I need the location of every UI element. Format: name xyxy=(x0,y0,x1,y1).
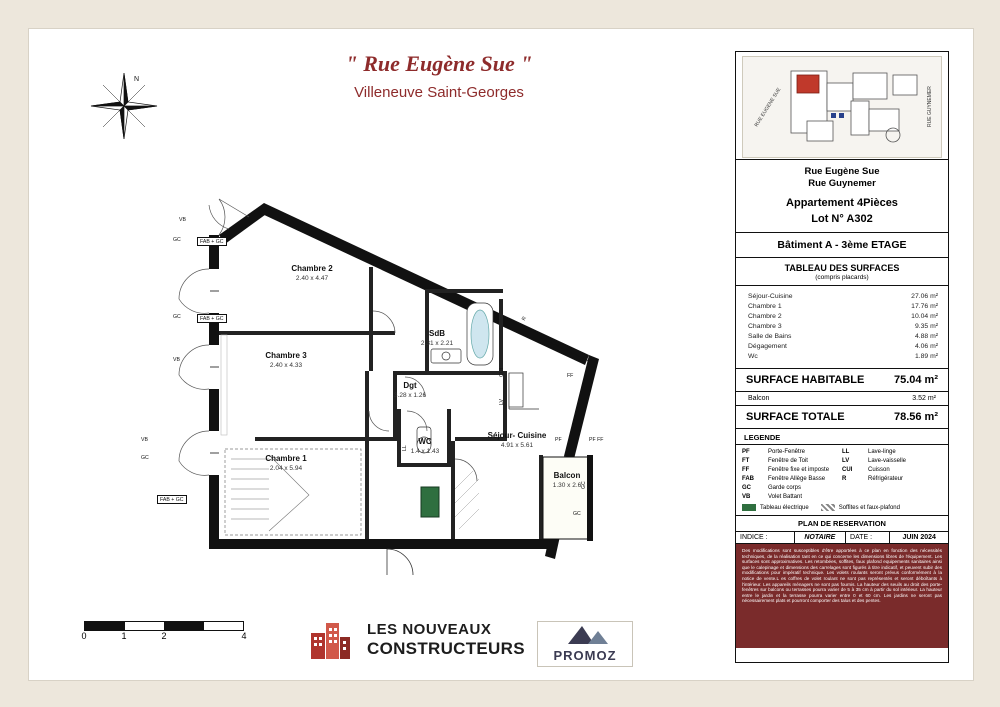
page-subtitle: Villeneuve Saint-Georges xyxy=(354,84,524,101)
room-label-sejour-cuisine xyxy=(467,431,567,450)
logo-lnc-line2: CONSTRUCTEURS xyxy=(367,639,525,658)
room-label-chambre-1 xyxy=(241,454,331,473)
building-floor: Bâtiment A - 3ème ETAGE xyxy=(736,233,948,258)
page-title: " Rue Eugène Sue " xyxy=(345,51,533,76)
legend-abbr: VB xyxy=(742,494,751,500)
room-dims: 3.28 x 1.26 xyxy=(393,392,427,399)
legend-extra-row xyxy=(736,502,948,511)
annotation-lv: LV xyxy=(499,399,505,405)
list-item xyxy=(742,466,842,475)
legend-text: Fenêtre Allège Basse xyxy=(768,476,826,482)
key-plan-thumbnail xyxy=(742,56,942,158)
scale-tick: 2 xyxy=(161,631,167,641)
room-name: WC xyxy=(418,437,432,446)
table-row xyxy=(748,352,938,362)
room-name: Chambre 2 xyxy=(291,264,333,273)
legal-notice: Des modifications sont susceptibles d'être apportées à ce plan en fonction des nécessités techniques, de la réalisation tant en ce qui concerne les dimensions libres de l'équipement. Les surfaces sont approximatives. Les retombées, soffites, faux plafond equipements sanitaires ainsi que le calepinage et dimensions des carrelages sont figurés à titre indicatif, et peuvent subir des modifications pour impératif technique. Les volets roulants seront prévus conformément à la notice de vente.L es coffres de volet roulant ne sont pas représentés et seront déboîtants à l'intérieur. Les appareils ménagers ne sont pas fournis. La hauteur des seuils au droit des porte-fenêtres sur balcons ou terrasses pourra varier de 5 à 35 cm à partir du sol intérieur. La hauteur entre le jardin et la terrasse pourra varier entre 0 et 60 cm. Les jardins ne seront pas nécessairement plats et pourront comporter des talus et des pentes. xyxy=(736,544,948,648)
balcony-surface-row xyxy=(736,392,948,406)
lot-number: Lot N° A302 xyxy=(811,213,873,225)
legend-abbr: LL xyxy=(842,449,850,455)
legend-abbr: PF xyxy=(742,449,750,455)
annotation-gc-1: GC xyxy=(173,237,181,243)
compass-rose-icon xyxy=(87,69,161,143)
annotation-fabgc-3: FAB + GC xyxy=(157,495,187,504)
legend-abbr: LV xyxy=(842,458,850,464)
list-item xyxy=(742,475,842,484)
table-row xyxy=(748,302,938,312)
room-dims: 4.91 x 5.61 xyxy=(500,442,534,449)
annotation-vb-1: VB xyxy=(179,217,186,223)
indice-label: INDICE : xyxy=(736,532,795,543)
scale-bar-graphic xyxy=(84,621,244,631)
surface-name: Séjour-Cuisine xyxy=(748,293,793,300)
list-item xyxy=(742,493,842,502)
legend-abbr: CUI xyxy=(842,467,853,473)
list-item xyxy=(842,466,942,475)
soffite-hatch-swatch-icon xyxy=(821,504,835,511)
surface-name: Salle de Bains xyxy=(748,333,792,340)
annotation-pf-ff: PF FF xyxy=(589,437,604,443)
svg-text:RUE EUGENE SUE: RUE EUGENE SUE xyxy=(753,86,783,129)
plan-sheet xyxy=(28,28,974,681)
indice-date-row xyxy=(736,532,948,544)
surface-value: 4.88 m² xyxy=(914,333,938,340)
logo-promoz-text: PROMOZ xyxy=(553,648,617,663)
legend-text: Garde corps xyxy=(768,485,802,491)
legend-column-left xyxy=(742,448,842,502)
surface-name: Dégagement xyxy=(748,343,787,350)
habitable-label: SURFACE HABITABLE xyxy=(746,374,865,386)
legend-soffite-text: Soffites et faux-plafond xyxy=(838,504,900,511)
surface-table-subtitle: (compris placards) xyxy=(736,274,948,286)
room-label-dgt xyxy=(379,381,441,400)
balcony-value: 3.52 m² xyxy=(912,395,936,402)
logo-lnc-line1: LES NOUVEAUX xyxy=(367,621,492,638)
room-name: Séjour- Cuisine xyxy=(487,431,547,440)
address-block xyxy=(736,160,948,233)
habitable-surface-row xyxy=(736,369,948,392)
surface-name: Chambre 2 xyxy=(748,313,782,320)
svg-text:N: N xyxy=(134,76,140,83)
room-dims: 2.31 x 2.21 xyxy=(420,340,454,347)
surface-value: 10.04 m² xyxy=(911,313,938,320)
room-label-chambre-2 xyxy=(267,264,357,283)
room-name: Chambre 3 xyxy=(265,351,307,360)
room-label-sdb xyxy=(407,329,467,348)
surface-table xyxy=(736,286,948,369)
total-surface-row xyxy=(736,406,948,429)
legend-text: Réfrigérateur xyxy=(868,476,904,482)
room-name: Balcon xyxy=(553,471,581,480)
list-item xyxy=(742,448,842,457)
scale-bar xyxy=(81,621,247,643)
room-dims: 1.4 x 1.43 xyxy=(410,448,440,455)
surface-name: Wc xyxy=(748,353,758,360)
surface-value: 1.89 m² xyxy=(914,353,938,360)
table-row xyxy=(748,292,938,302)
legend-abbr: R xyxy=(842,476,847,482)
scale-tick: 0 xyxy=(81,631,87,641)
legend-column-right xyxy=(842,448,942,502)
surface-value: 27.06 m² xyxy=(911,293,938,300)
scale-tick: 4 xyxy=(241,631,247,641)
legend-abbr: FT xyxy=(742,458,750,464)
annotation-gc-2: GC xyxy=(173,314,181,320)
key-plan-block xyxy=(736,52,948,160)
room-dims: 2.40 x 4.33 xyxy=(269,362,303,369)
electrical-panel-swatch-icon xyxy=(742,504,756,511)
annotation-ll: LL xyxy=(402,445,408,451)
annotation-ff-1: FF xyxy=(567,373,574,379)
legend-block xyxy=(736,429,948,516)
list-item xyxy=(842,475,942,484)
info-panel xyxy=(735,51,949,663)
annotation-vb-2: VB xyxy=(173,357,180,363)
annotation-fabgc-2: FAB + GC xyxy=(197,314,227,323)
room-label-chambre-3 xyxy=(241,351,331,370)
legend-text: Porte-Fenêtre xyxy=(768,449,806,455)
room-dims: 2.40 x 4.47 xyxy=(295,275,329,282)
annotation-gc-5: GC xyxy=(581,481,587,489)
habitable-value: 75.04 m² xyxy=(893,374,938,386)
address-line-2: Rue Guynemer xyxy=(808,178,876,189)
surface-value: 9.35 m² xyxy=(914,323,938,330)
floor-plan xyxy=(69,159,719,579)
legend-text: Lave-linge xyxy=(868,449,896,455)
table-row xyxy=(748,332,938,342)
room-dims: 2.04 x 5.94 xyxy=(269,465,303,472)
list-item xyxy=(742,484,842,493)
svg-text:RUE GUYNEMER: RUE GUYNEMER xyxy=(927,86,933,127)
legend-text: Fenêtre de Toit xyxy=(768,458,808,464)
list-item xyxy=(842,448,942,457)
legend-title: LEGENDE xyxy=(736,432,948,445)
plan-reservation-title: PLAN DE RESERVATION xyxy=(736,516,948,532)
annotation-r: R xyxy=(521,315,529,322)
balcony-label: Balcon xyxy=(748,395,770,402)
surface-name: Chambre 1 xyxy=(748,303,782,310)
date-label: DATE : xyxy=(846,532,890,543)
total-value: 78.56 m² xyxy=(893,411,938,423)
address-line-1: Rue Eugène Sue xyxy=(804,166,880,177)
room-name: SdB xyxy=(429,329,445,338)
table-row xyxy=(748,342,938,352)
annotation-pf-1: PF xyxy=(555,437,562,443)
logo-promoz xyxy=(537,621,633,667)
logo-les-nouveaux-constructeurs xyxy=(309,617,529,665)
scale-ticks xyxy=(81,631,247,643)
annotation-vb-3: VB xyxy=(141,437,148,443)
surface-value: 17.76 m² xyxy=(911,303,938,310)
surface-name: Chambre 3 xyxy=(748,323,782,330)
annotation-cui: CUI xyxy=(499,368,505,377)
indice-value: NOTAIRE xyxy=(795,532,846,543)
legend-electrical-text: Tableau électrique xyxy=(760,504,809,511)
table-row xyxy=(748,322,938,332)
list-item xyxy=(842,457,942,466)
surface-table-title: TABLEAU DES SURFACES xyxy=(784,263,900,273)
legend-abbr: GC xyxy=(742,485,751,491)
total-label: SURFACE TOTALE xyxy=(746,411,845,423)
annotation-gc-4: GC xyxy=(573,511,581,517)
legend-abbr: FF xyxy=(742,467,750,473)
table-row xyxy=(748,312,938,322)
legend-text: Cuisson xyxy=(868,467,890,473)
legend-text: Fenêtre fixe et imposte xyxy=(768,467,830,473)
surface-value: 4.06 m² xyxy=(914,343,938,350)
apartment-type: Appartement 4Pièces xyxy=(786,197,898,209)
room-dims: 1.30 x 2.6 xyxy=(552,482,582,489)
room-name: Dgt xyxy=(403,381,417,390)
list-item xyxy=(742,457,842,466)
floor-plan-drawing xyxy=(69,159,719,579)
legend-text: Volet Battant xyxy=(768,494,803,500)
room-name: Chambre 1 xyxy=(265,454,307,463)
date-value: JUIN 2024 xyxy=(902,534,936,541)
scale-tick: 1 xyxy=(121,631,127,641)
legend-abbr: FAB xyxy=(742,476,754,482)
annotation-fabgc-1: FAB + GC xyxy=(197,237,227,246)
legend-text: Lave-vaisselle xyxy=(868,458,907,464)
annotation-gc-3: GC xyxy=(141,455,149,461)
